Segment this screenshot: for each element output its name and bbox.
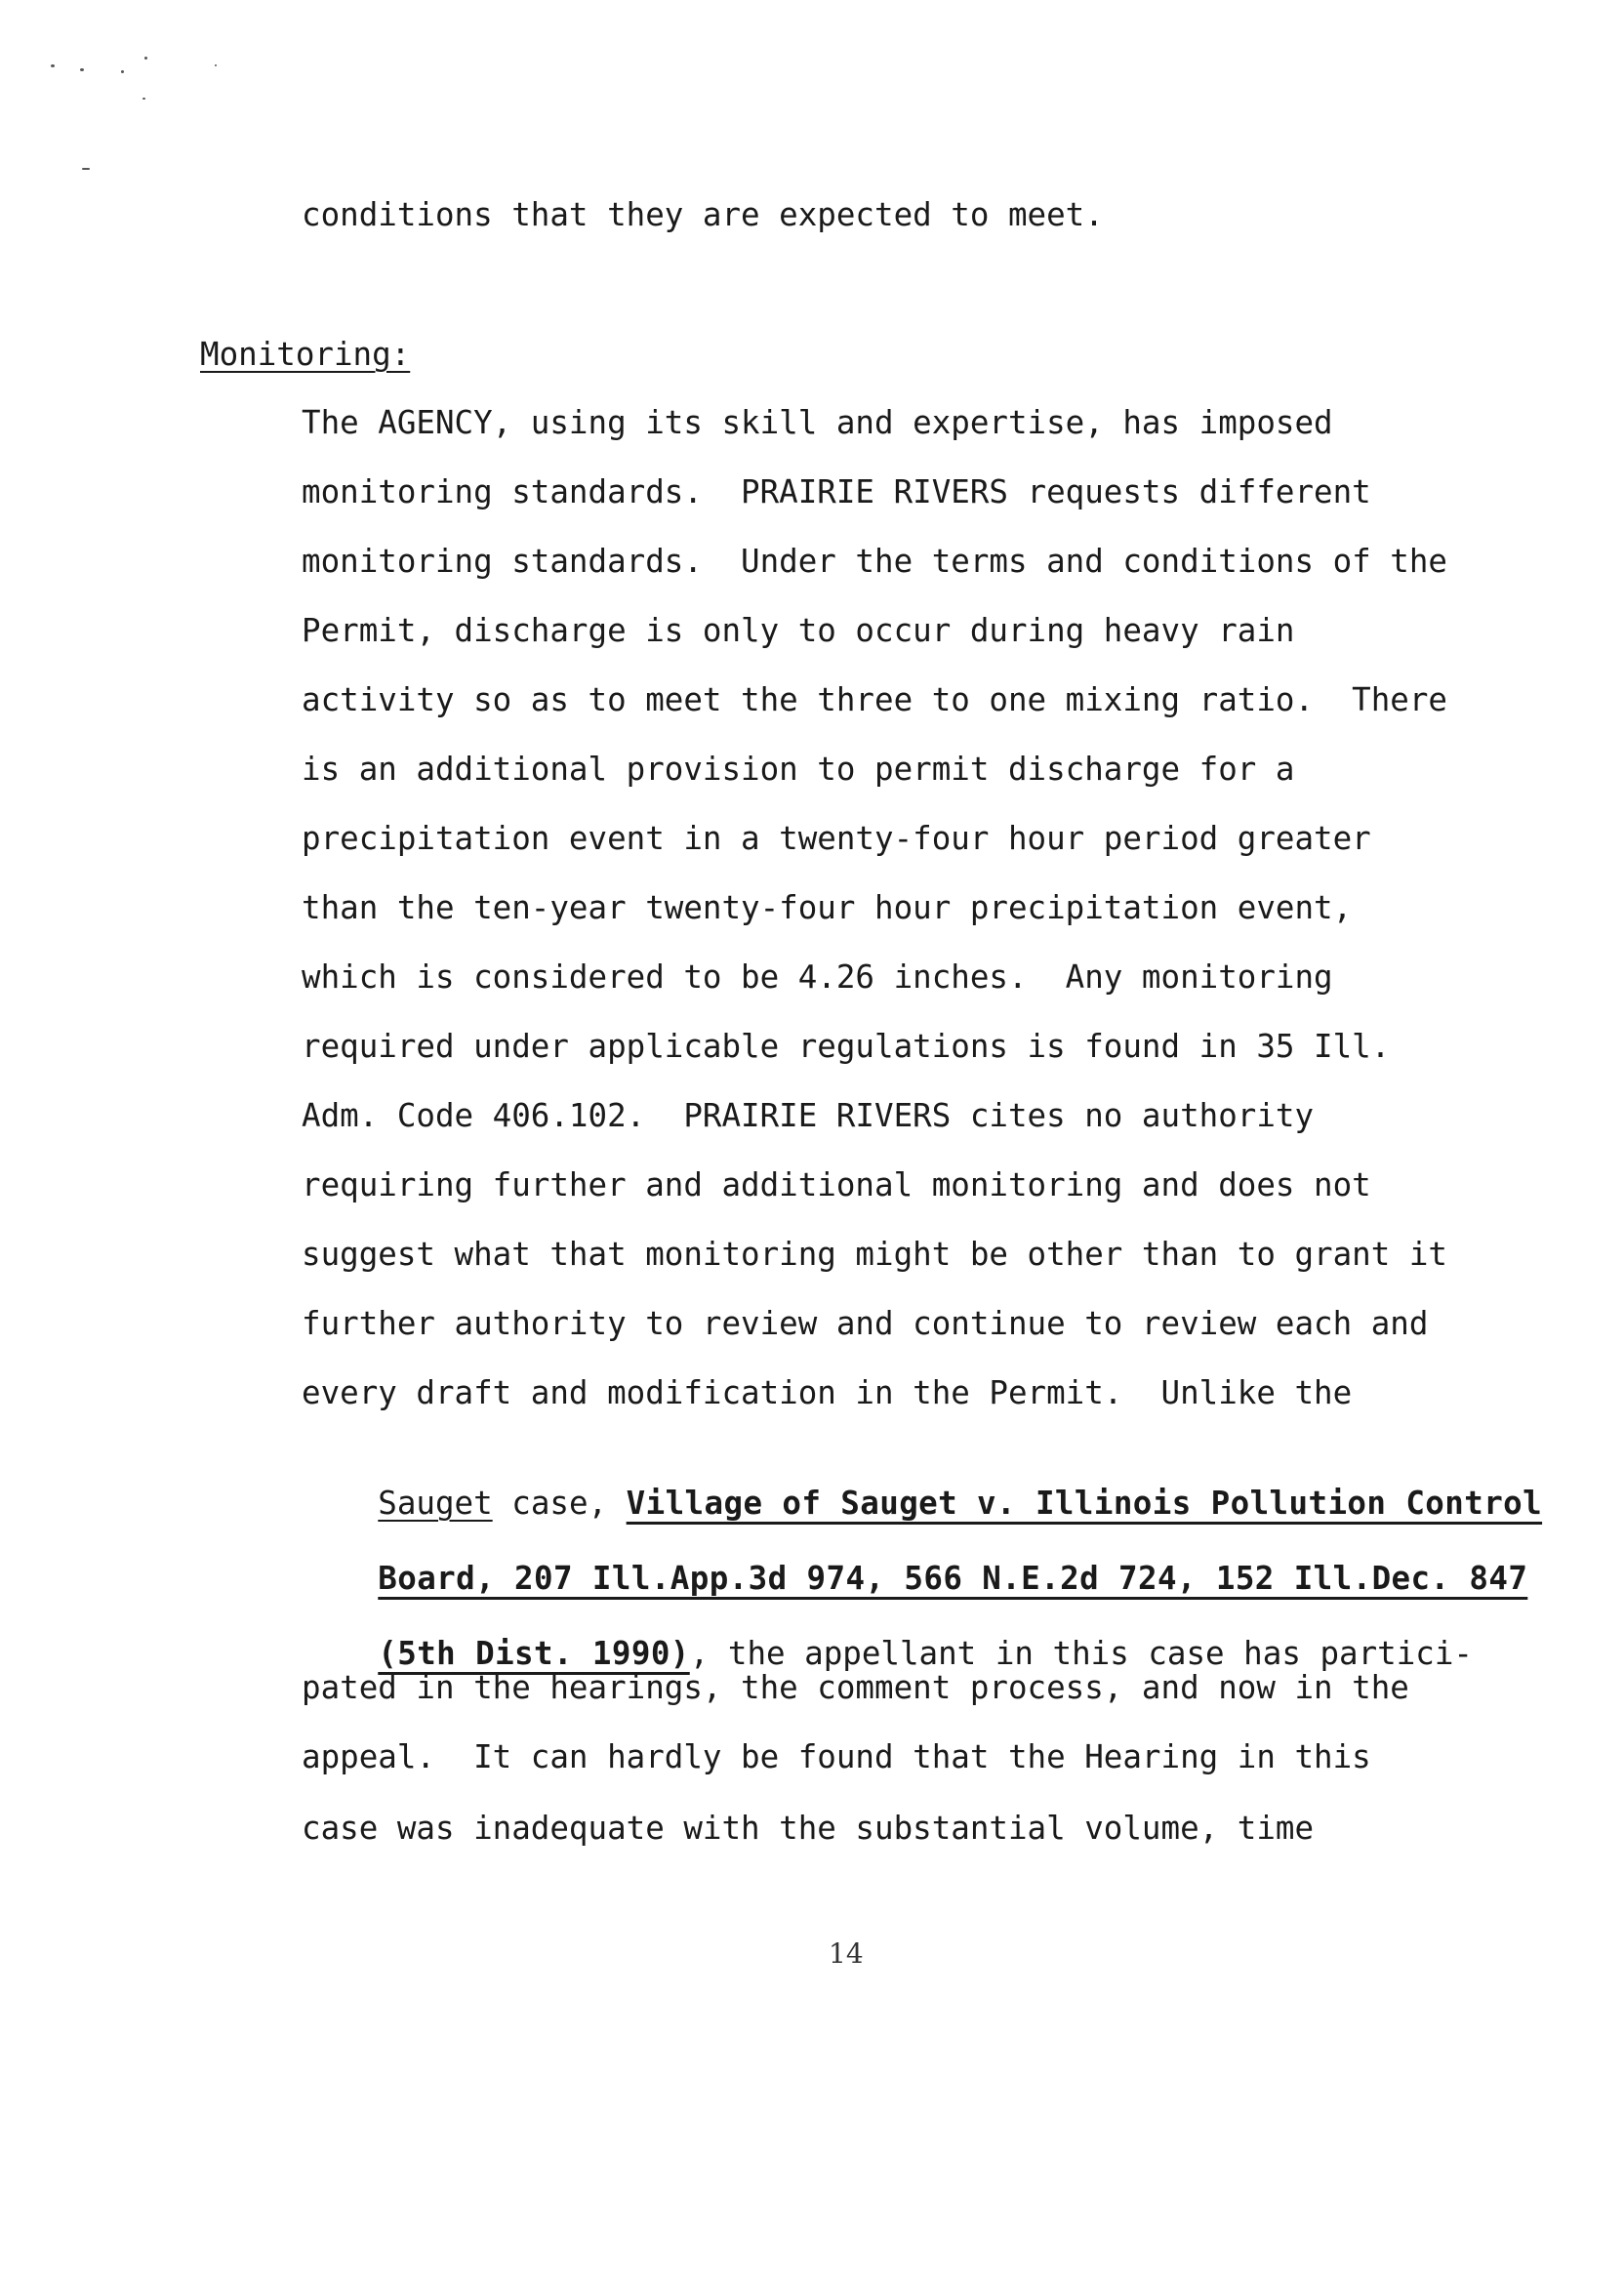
body-line: required under applicable regulations is found in 35 Ill. xyxy=(302,1028,1391,1065)
case-citation: Village of Sauget v. Illinois Pollution Control xyxy=(626,1485,1543,1522)
case-short-name: Sauget xyxy=(378,1485,493,1522)
body-line: Permit, discharge is only to occur during heavy rain xyxy=(302,612,1295,649)
scan-speck xyxy=(80,68,84,71)
intro-line: conditions that they are expected to meet. xyxy=(302,196,1104,233)
body-line: The AGENCY, using its skill and expertise, has imposed xyxy=(302,404,1333,441)
body-line: case was inadequate with the substantial volume, time xyxy=(302,1810,1315,1847)
scan-speck xyxy=(82,168,90,170)
scan-speck xyxy=(51,64,55,67)
body-line: requiring further and additional monitoring and does not xyxy=(302,1166,1371,1203)
body-line: Adm. Code 406.102. PRAIRIE RIVERS cites no authority xyxy=(302,1097,1315,1134)
scan-speck xyxy=(215,64,217,66)
citation-connector: case, xyxy=(492,1485,627,1522)
page-number: 14 xyxy=(829,1937,864,1970)
body-line: suggest what that monitoring might be other than to grant it xyxy=(302,1236,1447,1273)
body-line: which is considered to be 4.26 inches. Any monitoring xyxy=(302,958,1333,996)
scan-speck xyxy=(121,70,124,73)
body-line: precipitation event in a twenty-four hour period greater xyxy=(302,820,1371,857)
body-line: pated in the hearings, the comment process, and now in the xyxy=(302,1669,1409,1706)
scan-speck xyxy=(144,57,147,60)
case-citation: (5th Dist. 1990) xyxy=(378,1635,690,1672)
body-line: than the ten-year twenty-four hour precipitation event, xyxy=(302,889,1353,926)
body-line: further authority to review and continue to review each and xyxy=(302,1305,1429,1342)
body-line: every draft and modification in the Permit. Unlike the xyxy=(302,1374,1353,1411)
body-line: appeal. It can hardly be found that the Hearing in this xyxy=(302,1738,1371,1775)
body-line: is an additional provision to permit discharge for a xyxy=(302,751,1295,788)
body-text: , the appellant in this case has partici- xyxy=(689,1635,1473,1672)
body-line: monitoring standards. PRAIRIE RIVERS requests different xyxy=(302,473,1371,510)
body-line: monitoring standards. Under the terms and conditions of the xyxy=(302,543,1447,580)
body-line: activity so as to meet the three to one mixing ratio. There xyxy=(302,681,1447,718)
scan-speck xyxy=(142,98,145,100)
case-citation: Board, 207 Ill.App.3d 974, 566 N.E.2d 724, 152 Ill.Dec. 847 xyxy=(378,1560,1528,1597)
section-heading: Monitoring: xyxy=(200,336,411,373)
